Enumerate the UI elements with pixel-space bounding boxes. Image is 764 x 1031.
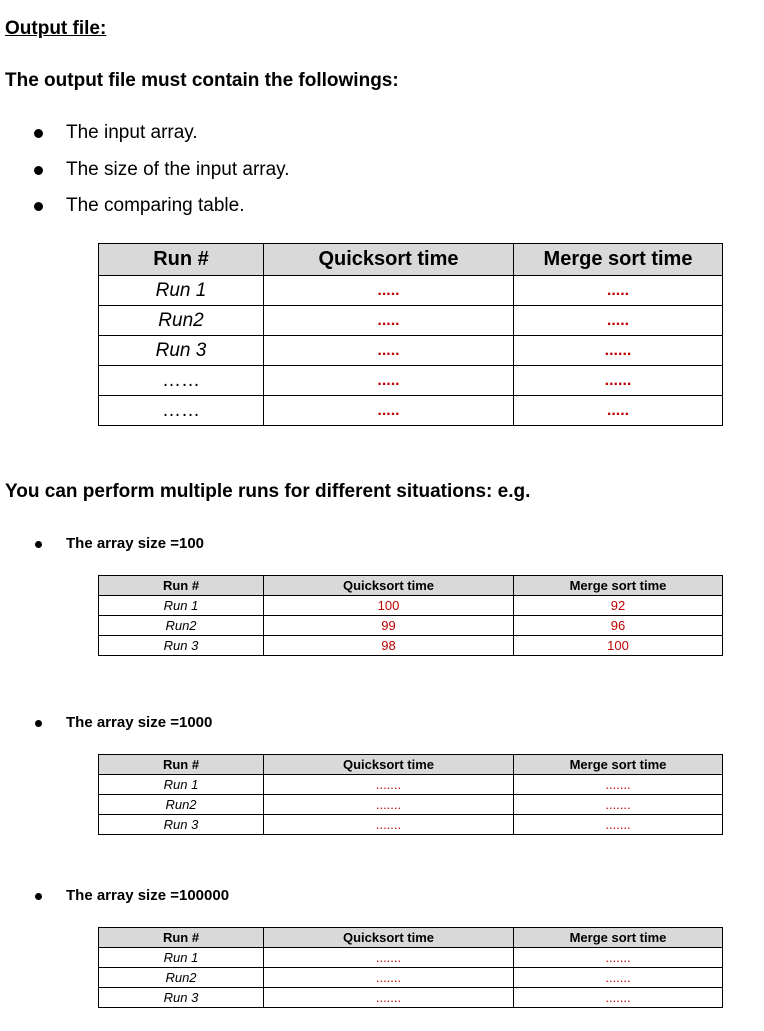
table-header-row: Run # Quicksort time Merge sort time	[99, 576, 723, 596]
table-row: Run 3 98 100	[99, 636, 723, 656]
table-row: Run 3 ....... .......	[99, 988, 723, 1008]
bullet-icon	[35, 720, 42, 727]
table-row: …… ..... .....	[99, 396, 723, 426]
comparing-table	[98, 243, 723, 426]
header-run: Run #	[99, 244, 264, 276]
table-row: Run2 ..... .....	[99, 306, 723, 336]
table-row: Run 1 100 92	[99, 596, 723, 616]
table-row: Run2 ....... .......	[99, 968, 723, 988]
header-quicksort: Quicksort time	[264, 244, 514, 276]
contain-heading: The output file must contain the followings:	[5, 70, 399, 91]
table-row: Run 3 ..... ......	[99, 336, 723, 366]
results-table-100000	[98, 927, 723, 1008]
table-header-row	[99, 244, 723, 276]
output-file-heading: Output file:	[5, 18, 107, 39]
results-table-1000	[98, 754, 723, 835]
table-row: Run2 ....... .......	[99, 795, 723, 815]
bullet-icon	[35, 541, 42, 548]
bullet-icon	[34, 129, 43, 138]
multiple-runs-heading: You can perform multiple runs for different situations: e.g.	[5, 481, 531, 502]
bullet-icon	[34, 202, 43, 211]
table-row: Run 3 ....... .......	[99, 815, 723, 835]
table-row: Run 1 ..... .....	[99, 276, 723, 306]
table-row: Run2 99 96	[99, 616, 723, 636]
table-header-row: Run # Quicksort time Merge sort time	[99, 928, 723, 948]
results-table-100	[98, 575, 723, 656]
table-row: Run 1 ....... .......	[99, 775, 723, 795]
table-header-row: Run # Quicksort time Merge sort time	[99, 755, 723, 775]
table-row: …… ..... ......	[99, 366, 723, 396]
bullet-icon	[35, 893, 42, 900]
bullet-icon	[34, 166, 43, 175]
table-row: Run 1 ....... .......	[99, 948, 723, 968]
header-mergesort: Merge sort time	[514, 244, 723, 276]
